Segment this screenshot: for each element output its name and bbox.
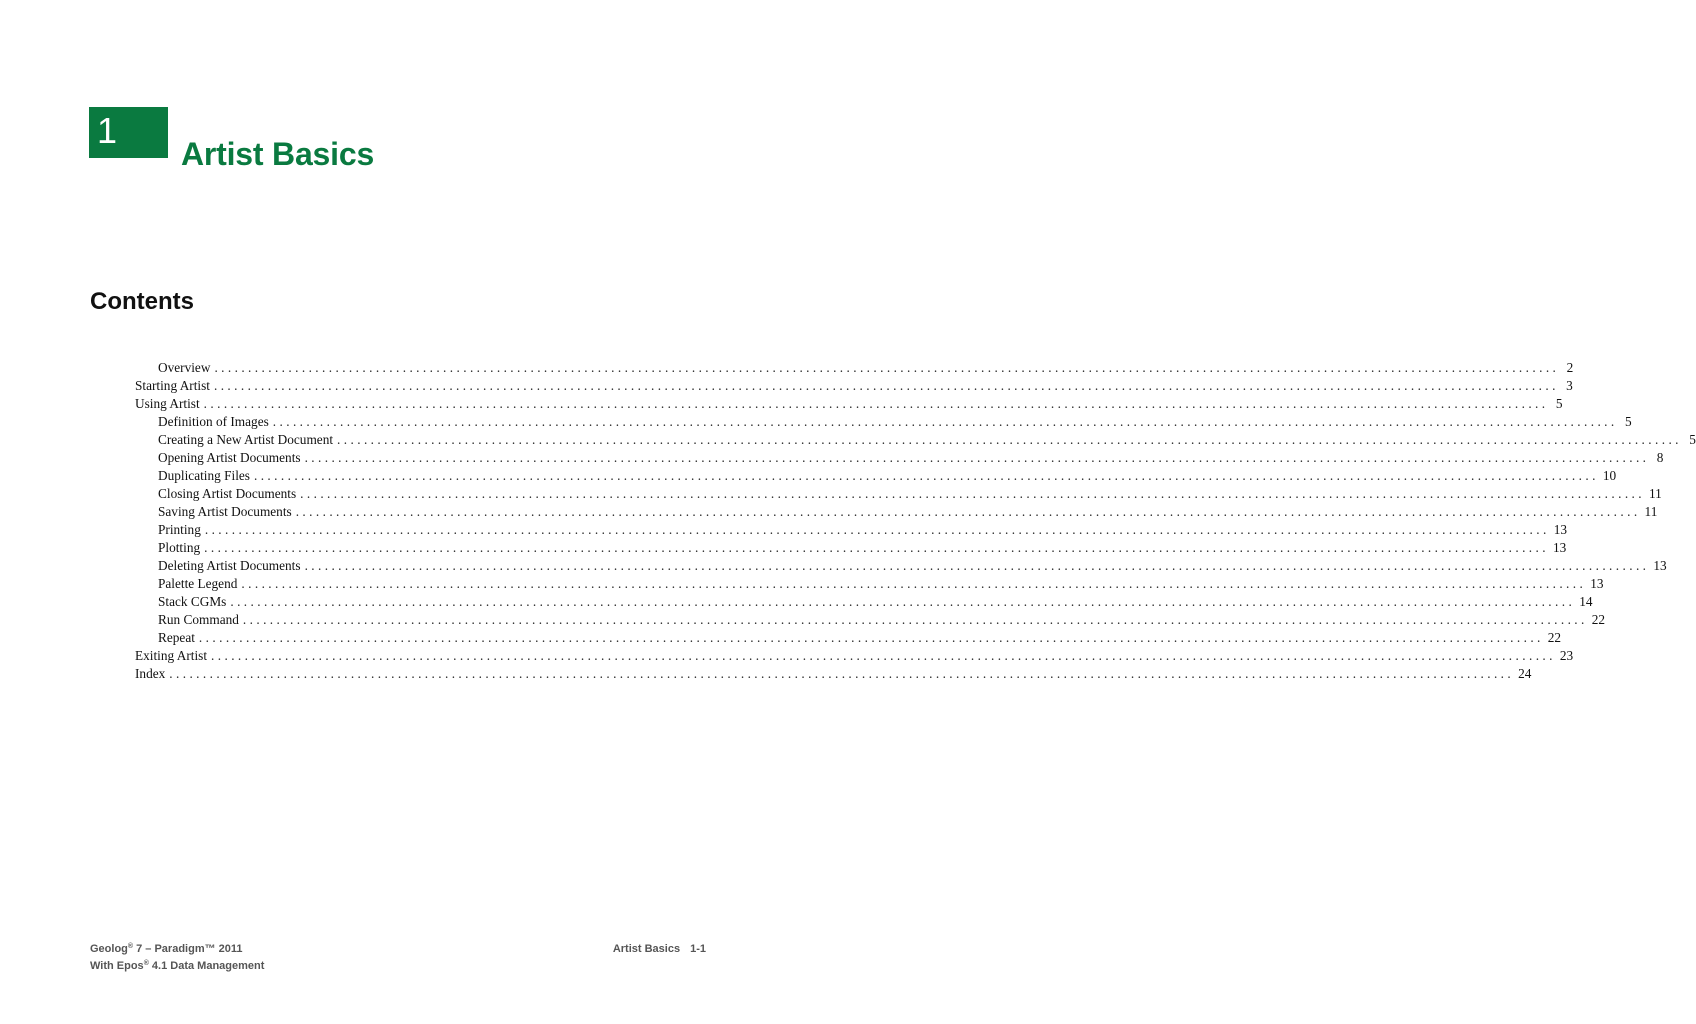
- toc-leader-dots: ........................................................................................................................................................................................................: [300, 486, 1645, 501]
- footer-chapter-title: Artist Basics: [612, 943, 681, 955]
- toc-entry[interactable]: [158, 557, 1667, 575]
- toc-entry[interactable]: [158, 539, 1567, 557]
- toc-leader-dots: ........................................................................................................................................................................................................: [204, 522, 1550, 537]
- toc-entry-page: 23: [1559, 648, 1574, 663]
- toc-leader-dots: ........................................................................................................................................................................................................: [337, 432, 1682, 447]
- toc-entry-page: 24: [1518, 666, 1532, 681]
- toc-entry[interactable]: [158, 629, 1562, 647]
- footer-registered-mark: ®: [127, 943, 134, 950]
- toc-leader-dots: ........................................................................................................................................................................................................: [295, 504, 1641, 519]
- toc-entry-page: 5: [1624, 414, 1632, 429]
- toc-leader-dots: ........................................................................................................................................................................................................: [211, 648, 1556, 663]
- footer-epos-name: With Epos: [90, 960, 144, 972]
- toc-entry-label: Stack CGMs: [158, 594, 227, 609]
- toc-entry-label: Printing: [158, 522, 201, 537]
- toc-entry-label: Plotting: [158, 540, 201, 555]
- toc-entry-label: Starting Artist: [135, 378, 210, 393]
- toc-entry-page: 22: [1547, 630, 1562, 645]
- toc-entry-page: 13: [1590, 576, 1604, 591]
- toc-entry[interactable]: [135, 377, 1573, 395]
- toc-entry[interactable]: [158, 575, 1604, 593]
- toc-entry[interactable]: [135, 647, 1574, 665]
- toc-entry-page: 22: [1591, 612, 1606, 627]
- toc-entry[interactable]: [135, 395, 1563, 413]
- toc-entry-label: Exiting Artist: [135, 648, 208, 663]
- footer-epos-version: 4.1 Data Management: [148, 960, 265, 972]
- footer-page-number: 1-1: [690, 943, 706, 955]
- toc-entry-label: Deleting Artist Documents: [158, 558, 301, 573]
- toc-leader-dots: ........................................................................................................................................................................................................: [230, 594, 1576, 609]
- toc-leader-dots: ........................................................................................................................................................................................................: [304, 558, 1650, 573]
- toc-entry-label: Repeat: [158, 630, 195, 645]
- toc-entry-page: 3: [1566, 378, 1573, 393]
- toc-leader-dots: ........................................................................................................................................................................................................: [214, 360, 1560, 375]
- toc-entry[interactable]: [158, 431, 1696, 449]
- toc-entry-page: 13: [1653, 558, 1667, 573]
- toc-entry-label: Overview: [158, 360, 211, 375]
- toc-entry-label: Using Artist: [135, 396, 200, 411]
- toc-leader-dots: ........................................................................................................................................................................................................: [169, 666, 1515, 681]
- toc-entry[interactable]: [158, 449, 1664, 467]
- toc-entry[interactable]: [158, 359, 1574, 377]
- toc-leader-dots: ........................................................................................................................................................................................................: [204, 540, 1549, 555]
- toc-leader-dots: ........................................................................................................................................................................................................: [304, 450, 1650, 465]
- toc-entry[interactable]: [158, 611, 1606, 629]
- toc-entry-label: Definition of Images: [158, 414, 269, 429]
- toc-entry-page: 10: [1602, 468, 1617, 483]
- toc-entry-page: 14: [1579, 594, 1593, 609]
- footer-data-management-line: [90, 960, 264, 972]
- toc-entry-label: Creating a New Artist Document: [158, 432, 334, 447]
- toc-leader-dots: ........................................................................................................................................................................................................: [213, 378, 1559, 393]
- toc-entry[interactable]: [158, 467, 1617, 485]
- toc-leader-dots: ........................................................................................................................................................................................................: [203, 396, 1549, 411]
- footer-product-line: [90, 943, 243, 955]
- toc-entry-page: 13: [1552, 540, 1567, 555]
- toc-entry[interactable]: [158, 593, 1593, 611]
- chapter-number-box: [89, 107, 168, 158]
- footer-product-version: 7 – Paradigm™ 2011: [133, 943, 243, 955]
- toc-leader-dots: ........................................................................................................................................................................................................: [241, 576, 1587, 591]
- contents-heading: Contents: [90, 288, 194, 315]
- toc-leader-dots: ........................................................................................................................................................................................................: [272, 414, 1618, 429]
- toc-entry-page: 2: [1566, 360, 1574, 375]
- toc-entry[interactable]: [158, 503, 1658, 521]
- toc-entry[interactable]: [158, 521, 1567, 539]
- footer-product-name: Geolog: [90, 943, 128, 955]
- toc-entry-page: 11: [1649, 486, 1662, 501]
- chapter-title: Artist Basics: [181, 136, 375, 172]
- toc-entry[interactable]: [135, 665, 1532, 683]
- toc-entry-label: Opening Artist Documents: [158, 450, 301, 465]
- chapter-number: 1: [97, 110, 118, 151]
- toc-leader-dots: ........................................................................................................................................................................................................: [198, 630, 1544, 645]
- toc-entry-page: 5: [1689, 432, 1696, 447]
- toc-entry-label: Saving Artist Documents: [158, 504, 292, 519]
- toc-entry-label: Duplicating Files: [158, 468, 250, 483]
- toc-entry-page: 5: [1555, 396, 1563, 411]
- toc-entry-label: Closing Artist Documents: [158, 486, 297, 501]
- toc-leader-dots: ........................................................................................................................................................................................................: [242, 612, 1588, 627]
- toc-entry[interactable]: [158, 413, 1632, 431]
- footer-page-info: [613, 943, 706, 955]
- footer-registered-mark: ®: [143, 960, 149, 967]
- toc-entry-page: 13: [1553, 522, 1567, 537]
- toc-entry-label: Index: [135, 666, 166, 681]
- toc-entry[interactable]: [158, 485, 1662, 503]
- toc-entry-page: 11: [1644, 504, 1658, 519]
- toc-entry-label: Palette Legend: [158, 576, 238, 591]
- toc-entry-page: 8: [1656, 450, 1664, 465]
- toc-leader-dots: ........................................................................................................................................................................................................: [253, 468, 1599, 483]
- toc-entry-label: Run Command: [158, 612, 239, 627]
